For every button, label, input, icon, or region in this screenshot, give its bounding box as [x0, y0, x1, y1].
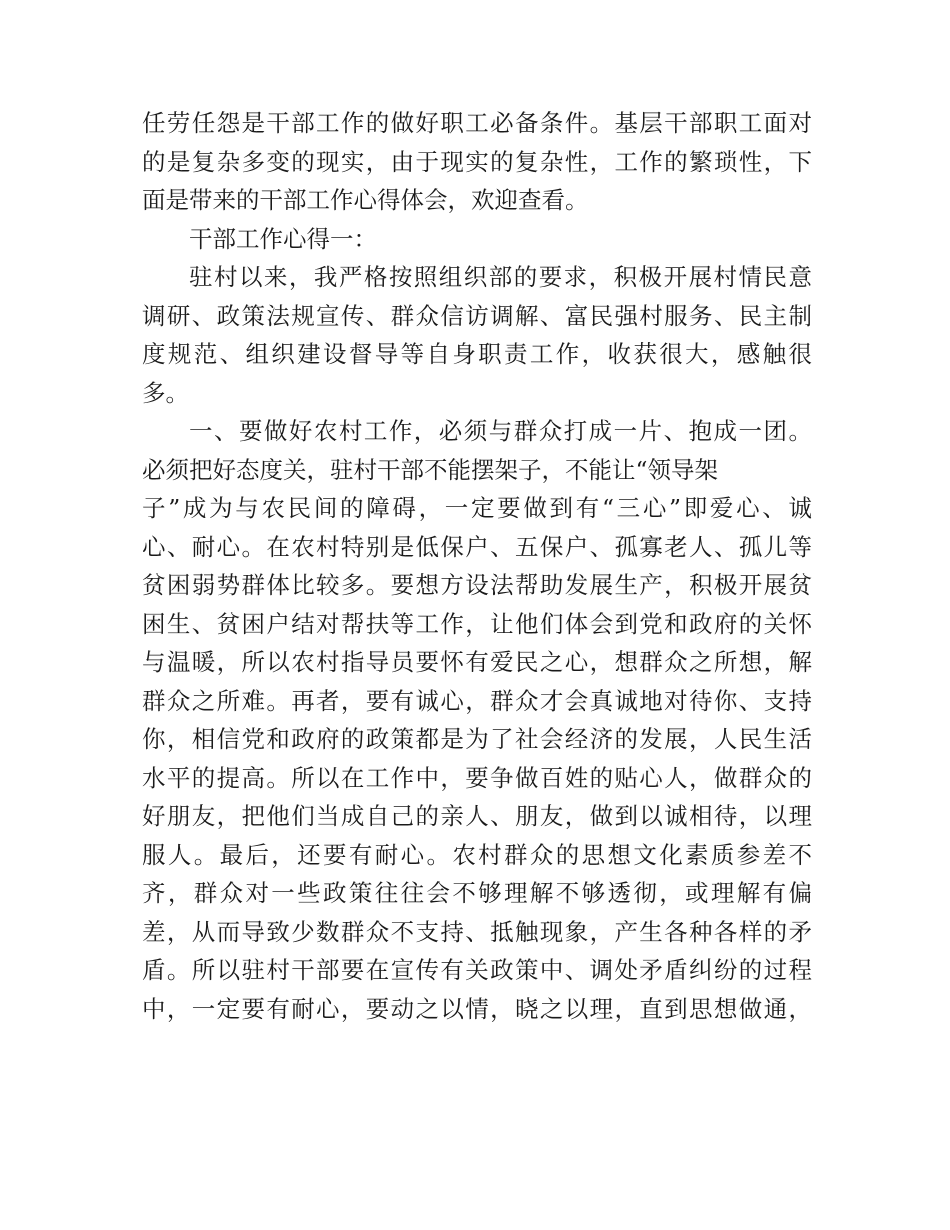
text-line: 度规范、组织建设督导等自身职责工作，收获很大，感触很 [142, 340, 812, 368]
text-line: 中，一定要有耐心，要动之以情，晓之以理，直到思想做通， [142, 994, 812, 1023]
text-line: 的是复杂多变的现实，由于现实的复杂性，工作的繁琐性，下 [142, 147, 812, 176]
text-line: 一、要做好农村工作，必须与群众打成一片、抱成一团。 [189, 417, 812, 445]
text-line: 任劳任怨是干部工作的做好职工必备条件。基层干部职工面对 [142, 109, 812, 137]
text-line: 困生、贫困户结对帮扶等工作，让他们体会到党和政府的关怀 [142, 609, 812, 638]
text-line: 齐，群众对一些政策往往会不够理解不够透彻，或理解有偏 [142, 879, 812, 907]
section-heading: 干部工作心得一： [189, 224, 377, 253]
text-line: 群众之所难。再者，要有诚心，群众才会真诚地对待你、支持 [142, 686, 812, 715]
text-line: 面是带来的干部工作心得体会，欢迎查看。 [142, 186, 589, 214]
text-line: 差，从而导致少数群众不支持、抵触现象，产生各种各样的矛 [142, 917, 812, 946]
text-line: 多。 [142, 378, 189, 407]
text-line: 子”成为与农民间的障碍，一定要做到有“三心”即爱心、诚 [142, 494, 812, 522]
text-line: 盾。所以驻村干部要在宣传有关政策中、调处矛盾纠纷的过程 [142, 956, 812, 984]
text-line: 必须把好态度关，驻村干部不能摆架子，不能让“领导架 [142, 455, 719, 484]
text-line: 你，相信党和政府的政策都是为了社会经济的发展，人民生活 [142, 725, 812, 753]
text-line: 心、耐心。在农村特别是低保户、五保户、孤寡老人、孤儿等 [142, 532, 812, 561]
text-line: 服人。最后，还要有耐心。农村群众的思想文化素质参差不 [142, 840, 812, 869]
text-line: 调研、政策法规宣传、群众信访调解、富民强村服务、民主制 [142, 301, 812, 330]
text-line: 贫困弱势群体比较多。要想方设法帮助发展生产，积极开展贫 [142, 571, 812, 599]
text-line: 好朋友，把他们当成自己的亲人、朋友，做到以诚相待，以理 [142, 802, 812, 830]
text-line: 水平的提高。所以在工作中，要争做百姓的贴心人，做群众的 [142, 763, 812, 792]
text-line: 驻村以来，我严格按照组织部的要求，积极开展村情民意 [189, 263, 812, 291]
text-line: 与温暖，所以农村指导员要怀有爱民之心，想群众之所想，解 [142, 648, 812, 676]
document-body [142, 104, 812, 1028]
